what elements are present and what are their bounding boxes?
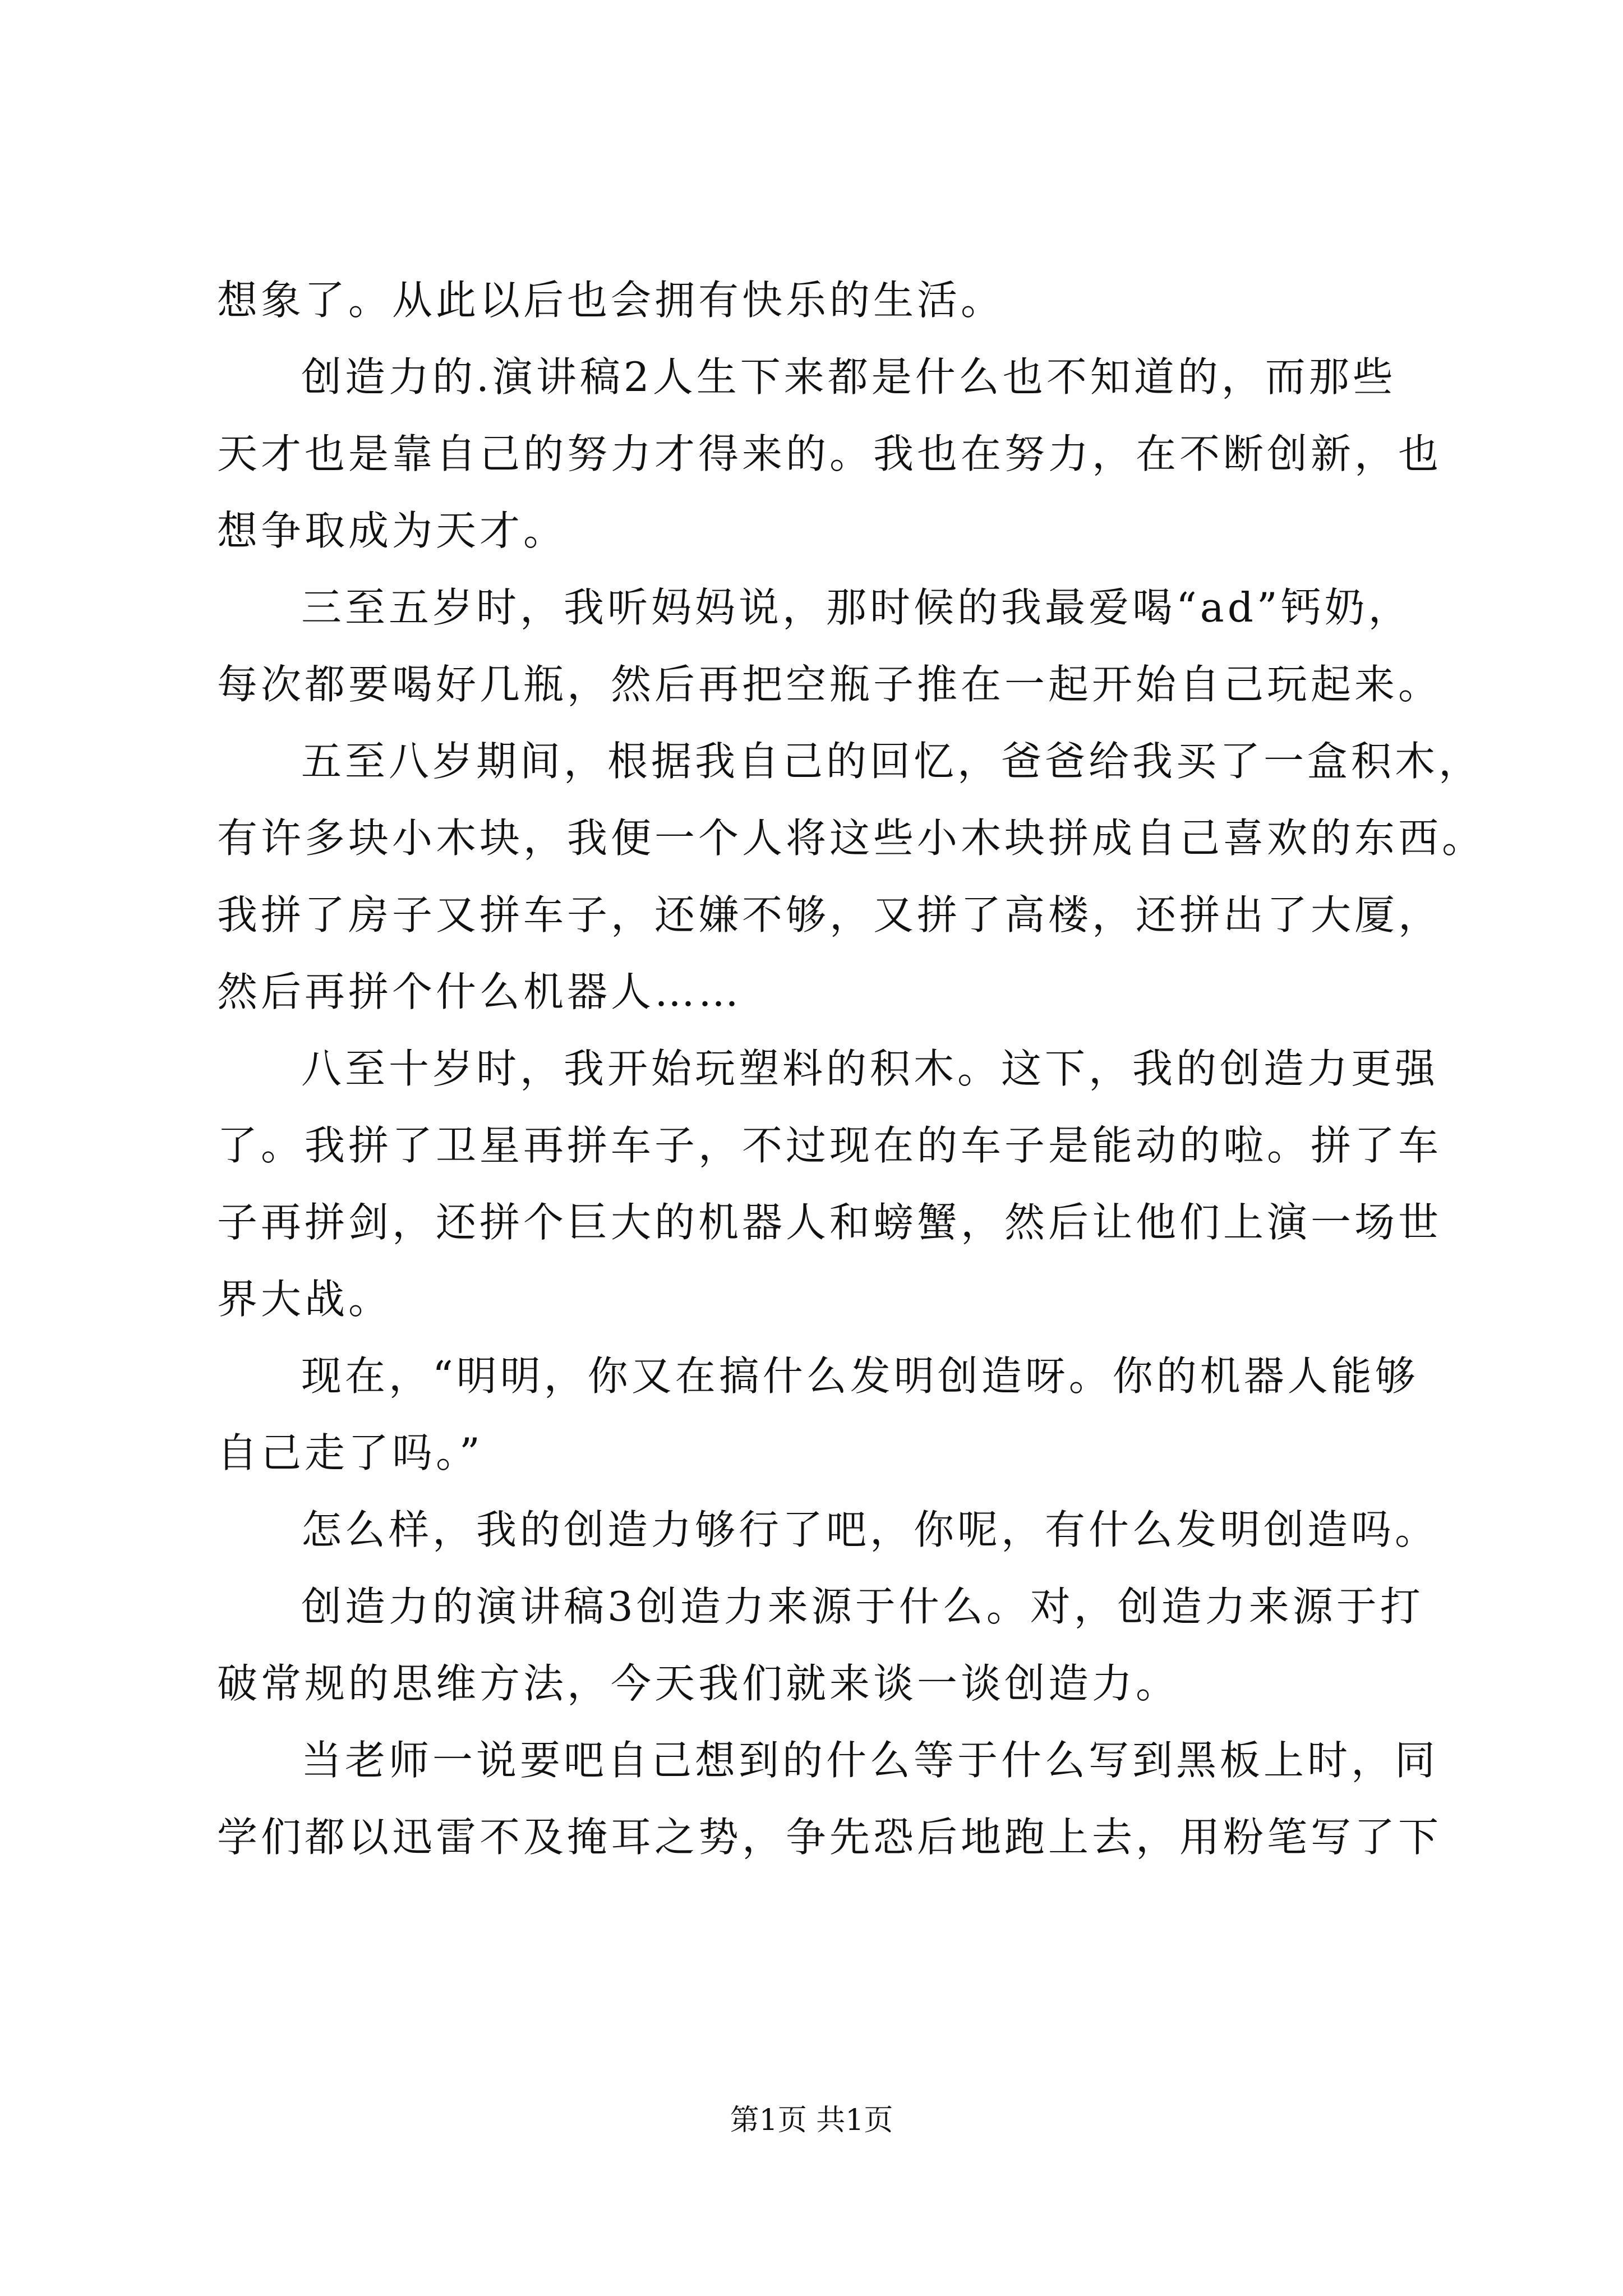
text-line: 破常规的思维方法，今天我们就来谈一谈创造力。 [217,1660,1180,1707]
text-line: 想象了。从此以后也会拥有快乐的生活。 [217,277,1005,324]
text-line: 我拼了房子又拼车子，还嫌不够，又拼了高楼，还拼出了大厦， [217,891,1442,938]
text-line: 有许多块小木块，我便一个人将这些小木块拼成自己喜欢的东西。 [217,815,1486,862]
text-line: 每次都要喝好几瓶，然后再把空瓶子推在一起开始自己玩起来。 [217,661,1442,708]
page-footer: 第1页 共1页 [730,2104,893,2137]
text-line: 八至十岁时，我开始玩塑料的积木。这下，我的创造力更强 [301,1045,1439,1092]
text-line: 五至八岁期间，根据我自己的回忆，爸爸给我买了一盒积木， [301,738,1483,785]
text-line: 然后再拼个什么机器人…… [217,968,743,1015]
text-line: 天才也是靠自己的努力才得来的。我也在努力，在不断创新，也 [217,430,1442,477]
text-line: 怎么样，我的创造力够行了吧，你呢，有什么发明创造吗。 [301,1506,1439,1553]
text-line: 子再拼剑，还拼个巨大的机器人和螃蟹，然后让他们上演一场世 [217,1199,1442,1246]
text-line: 三至五岁时，我听妈妈说，那时候的我最爱喝“ad”钙奶， [301,584,1412,631]
text-line: 学们都以迅雷不及掩耳之势，争先恐后地跑上去，用粉笔写了下 [217,1814,1442,1861]
text-line: 界大战。 [217,1276,393,1323]
text-line: 了。我拼了卫星再拼车子，不过现在的车子是能动的啦。拼了车 [217,1122,1442,1169]
text-line: 创造力的演讲稿3创造力来源于什么。对，创造力来源于打 [301,1583,1424,1630]
text-line: 当老师一说要吧自己想到的什么等于什么写到黑板上时，同 [301,1737,1439,1784]
text-line: 现在，“明明，你又在搞什么发明创造呀。你的机器人能够 [301,1352,1419,1400]
text-line: 想争取成为天才。 [217,507,568,554]
text-line: 创造力的.演讲稿2人生下来都是什么也不知道的，而那些 [301,353,1396,401]
text-line: 自己走了吗。” [217,1429,483,1476]
